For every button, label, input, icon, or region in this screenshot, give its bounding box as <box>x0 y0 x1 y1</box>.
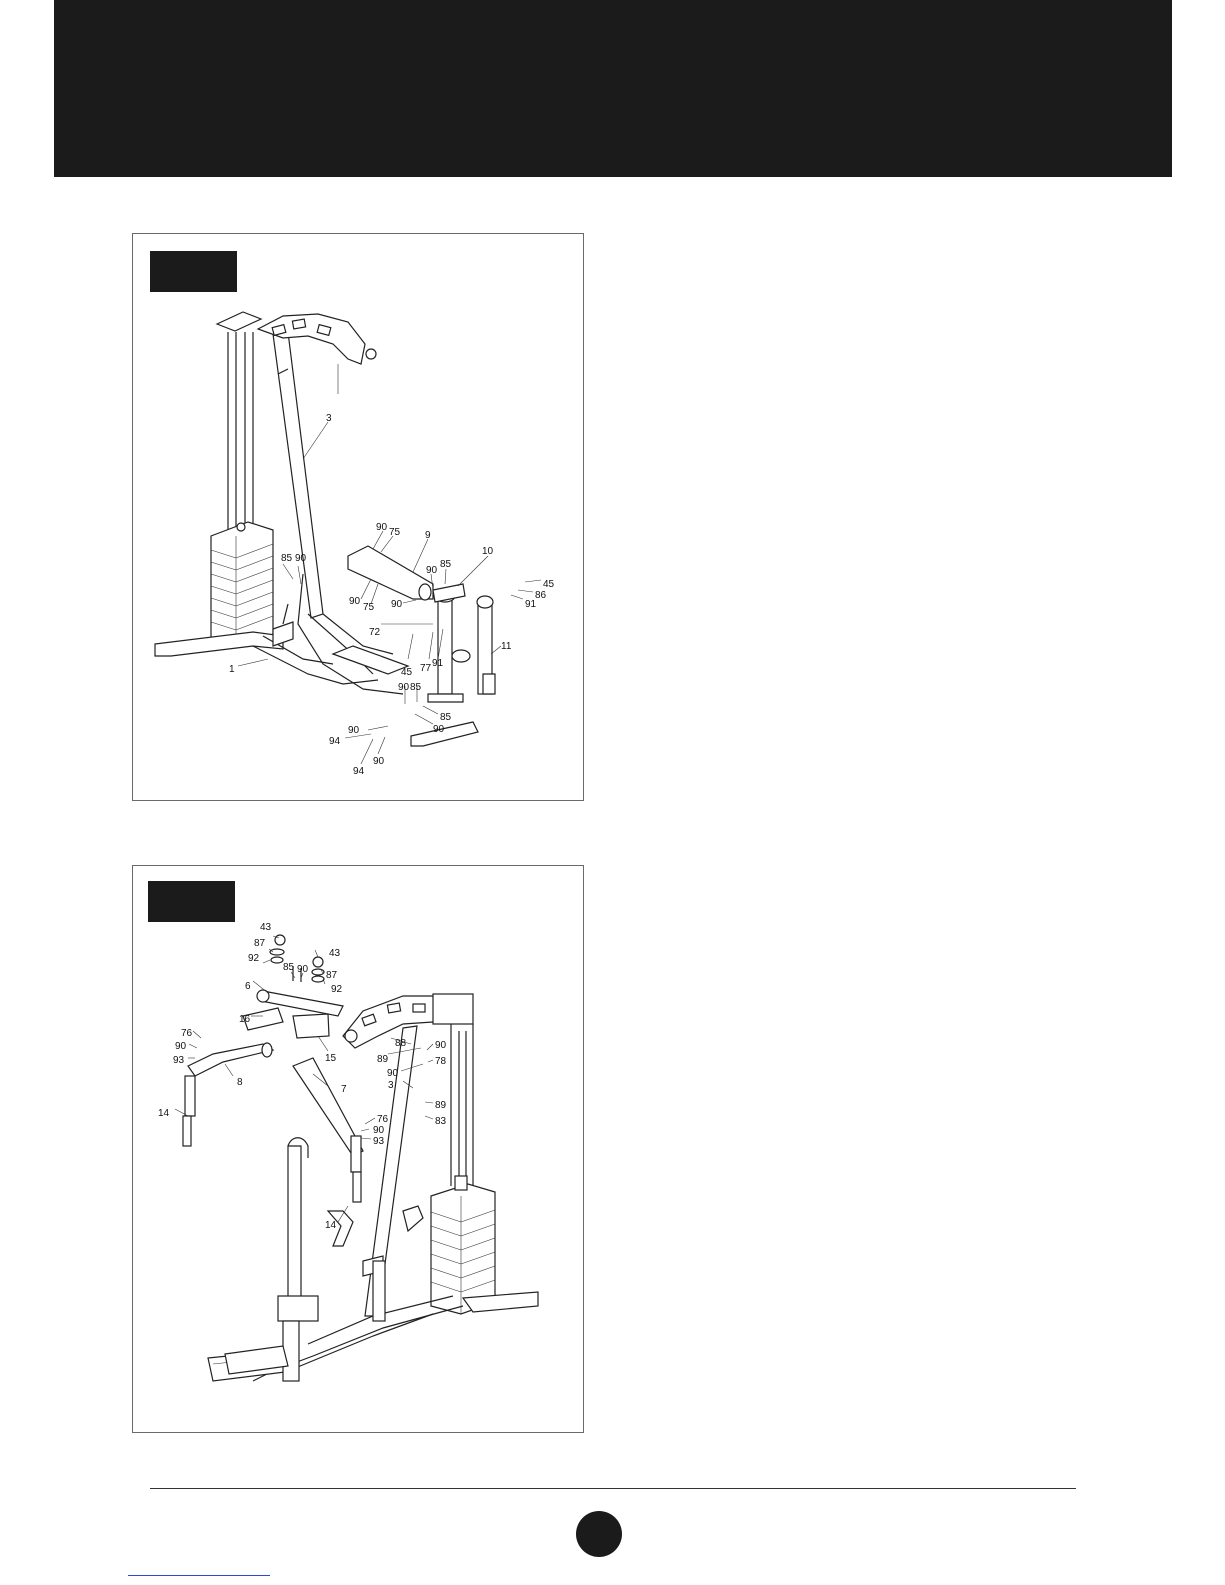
callout-76: 76 <box>181 1028 193 1039</box>
callout-72: 72 <box>369 627 381 638</box>
callout-91: 91 <box>432 658 444 669</box>
weight-stack <box>431 1031 495 1314</box>
callout-88: 88 <box>395 1038 407 1049</box>
callout-87: 87 <box>326 970 338 981</box>
callout-94: 94 <box>353 766 365 777</box>
weight-stack <box>211 312 273 648</box>
callout-labels-a <box>229 413 555 777</box>
callout-14: 14 <box>158 1108 170 1119</box>
callout-90: 90 <box>348 725 360 736</box>
callout-85: 85 <box>440 559 452 570</box>
callout-78: 78 <box>435 1056 447 1067</box>
callout-90: 90 <box>391 599 403 610</box>
callout-87: 87 <box>254 938 266 949</box>
callout-76: 76 <box>377 1114 389 1125</box>
callout-85: 85 <box>283 962 295 973</box>
callout-90: 90 <box>387 1068 399 1079</box>
foot-bar <box>411 722 478 746</box>
callout-77: 77 <box>420 663 432 674</box>
callout-90: 90 <box>373 756 385 767</box>
callout-3: 3 <box>326 413 332 424</box>
callout-3: 3 <box>388 1080 394 1091</box>
header-bar <box>54 0 1172 177</box>
callout-90: 90 <box>376 522 388 533</box>
callout-43: 43 <box>260 922 272 933</box>
callout-85: 85 <box>281 553 293 564</box>
assembly-figure-step-a <box>132 233 584 801</box>
callout-6: 6 <box>245 981 251 992</box>
assembly-drawing-a <box>133 234 583 800</box>
callout-45: 45 <box>401 667 413 678</box>
callout-10: 10 <box>482 546 494 557</box>
callout-75: 75 <box>389 527 401 538</box>
callout-90: 90 <box>349 596 361 607</box>
callout-85: 85 <box>410 682 422 693</box>
callout-90: 90 <box>373 1125 385 1136</box>
hardware-top <box>243 935 329 1038</box>
callout-85: 85 <box>440 712 452 723</box>
seat-post-9 <box>348 546 433 600</box>
callout-92: 92 <box>248 953 260 964</box>
callout-7: 7 <box>341 1084 347 1095</box>
callout-86: 86 <box>535 590 547 601</box>
callout-90: 90 <box>297 964 309 975</box>
callout-94: 94 <box>329 736 341 747</box>
callout-90: 90 <box>175 1041 187 1052</box>
callout-9: 9 <box>425 530 431 541</box>
callout-11: 11 <box>501 641 512 652</box>
footer-rule <box>150 1488 1076 1489</box>
leader-lines-a <box>238 422 541 764</box>
callout-90: 90 <box>433 724 445 735</box>
callout-90: 90 <box>426 565 438 576</box>
callout-92: 92 <box>331 984 343 995</box>
callout-75: 75 <box>363 602 375 613</box>
callout-83: 83 <box>435 1116 447 1127</box>
callout-89: 89 <box>377 1054 389 1065</box>
callout-93: 93 <box>173 1055 185 1066</box>
callout-43: 43 <box>329 948 341 959</box>
assembly-drawing-b <box>133 866 583 1432</box>
callout-8: 8 <box>237 1077 243 1088</box>
callout-91: 91 <box>525 599 537 610</box>
callout-16: 16 <box>239 1014 251 1025</box>
callout-90: 90 <box>295 553 307 564</box>
callout-15: 15 <box>325 1053 337 1064</box>
callout-45: 45 <box>543 579 555 590</box>
page-number-disc <box>576 1511 622 1557</box>
link-underline <box>128 1575 270 1576</box>
callout-1: 1 <box>229 664 235 675</box>
callout-93: 93 <box>373 1136 385 1147</box>
callout-90: 90 <box>435 1040 447 1051</box>
front-post <box>278 1138 385 1381</box>
callout-14: 14 <box>325 1220 337 1231</box>
assembly-figure-step-b <box>132 865 584 1433</box>
callout-90: 90 <box>398 682 410 693</box>
front-post <box>428 584 495 702</box>
callout-89: 89 <box>435 1100 447 1111</box>
